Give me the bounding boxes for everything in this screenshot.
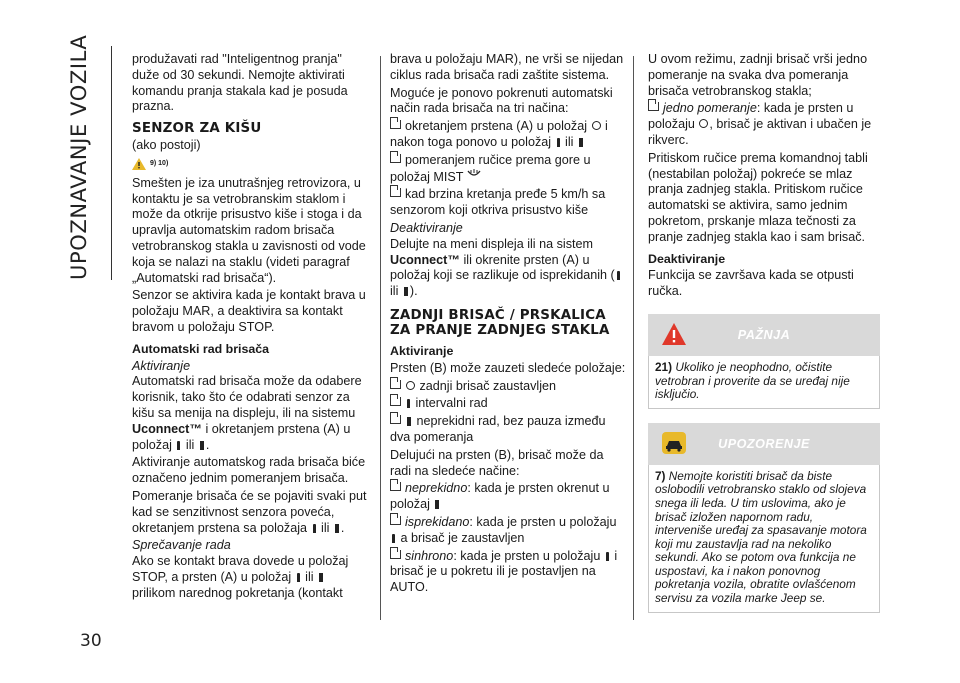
intermittent-position-icon [177, 441, 180, 450]
intermittent-position-icon [407, 399, 410, 408]
mode-intermittent: isprekidano: kada je prsten u položaju a brisač je zaustavljen [390, 515, 626, 547]
caution-label: UPOZORENJE [718, 436, 810, 451]
ring-position-off: zadnji brisač zaustavljen [390, 379, 626, 395]
column-1 [132, 52, 368, 604]
continuous-position-icon [407, 417, 411, 426]
continuous-position-icon [404, 287, 408, 296]
restart-paragraph: Moguće je ponovo pokrenuti automatski način rada brisača na tri načina: [390, 85, 613, 116]
continuous-position-icon [200, 441, 204, 450]
section-divider [111, 46, 112, 280]
continuous-position-icon [319, 573, 323, 582]
deactivation-paragraph: Delujte na meni displeja ili na sistem Uconnect™ ili okrenite prsten (A) u položaj koji se razlikuje od isprekidanih ( ili ). [390, 237, 626, 300]
bullet-icon [390, 516, 401, 525]
warning-label: PAŽNJA [737, 327, 791, 342]
column-3 [648, 52, 880, 613]
deactivation-subheading: Deaktiviranje [390, 220, 463, 235]
sensitivity-paragraph: Pomeranje brisača će se pojaviti svaki put kad se senzitivnost senzora poveća, okretanjem prstena sa položaja ili . [132, 488, 367, 535]
intermittent-position-icon [617, 271, 620, 280]
bullet-icon [390, 154, 401, 163]
rear-mode-paragraph: U ovom režimu, zadnji brisač vrši jedno pomeranje na svaka dva pomeranja brisača vetrobranskog stakla; [648, 52, 868, 98]
warning-body: 21) Ukoliko je neophodno, očistite vetrobran i proverite da se uređaj nije isključio. [648, 356, 880, 409]
off-position-icon [699, 119, 708, 128]
column-2 [390, 52, 626, 598]
column-divider-1 [380, 56, 381, 620]
rear-wiper-heading: ZADNJI BRISAČ / PRSKALICA ZA PRANJE ZADNJEG STAKLA [390, 307, 610, 338]
prevention-paragraph: Ako se kontakt brava dovede u položaj STOP, a prsten (A) u položaj ili prilikom narednog pokretanja (kontakt [132, 554, 349, 600]
off-position-icon [592, 121, 601, 130]
caution-box [648, 423, 880, 613]
bullet-icon [390, 550, 401, 559]
intermittent-position-icon [313, 524, 316, 533]
rain-sensor-availability: (ako postoji) [132, 138, 201, 153]
caution-triangle-icon [132, 158, 146, 170]
ring-position-continuous: neprekidni rad, bez pauza između dva pomeranja [390, 414, 606, 444]
bullet-icon [648, 102, 659, 111]
continued-paragraph: brava u položaju MAR), ne vrši se nijedan ciklus rada brisača radi zaštite sistema. [390, 52, 624, 82]
bullet-icon [390, 482, 401, 491]
mode-continuous: neprekidno: kada je prsten okrenut u položaj [390, 481, 610, 512]
activation-subheading: Aktiviranje [132, 358, 191, 373]
restart-method-1: okretanjem prstena (A) u položaj i nakon toga ponovo u položaj ili [390, 119, 608, 149]
intermittent-position-icon [392, 534, 395, 543]
ring-modes-intro: Delujući na prsten (B), brisač može da radi na sledeće načine: [390, 447, 604, 478]
warning-box [648, 314, 880, 409]
mode-synchronous: sinhrono: kada je prsten u položaju i brisač je u pokretu ili je postavljen na AUTO. [390, 548, 618, 595]
bullet-icon [390, 397, 401, 406]
rain-sensor-refs: 9) 10) [132, 156, 368, 174]
rain-sensor-activation: Senzor se aktivira kada je kontakt brava u položaju MAR, a deaktivira sa kontakt bravom u položaju STOP. [132, 288, 366, 334]
intro-paragraph: produžavati rad "Inteligentnog pranja" duže od 30 sekundi. Nemojte aktivirati komandu pranja stakala kad je posuda prazna. [132, 52, 348, 114]
warning-header [648, 314, 880, 356]
page-number: 30 [80, 631, 102, 651]
bullet-icon [390, 415, 401, 424]
ring-position-intermittent: intervalni rad [390, 396, 626, 412]
ring-intro: Prsten (B) može zauzeti sledeće položaje: [390, 360, 626, 375]
mist-icon [467, 169, 481, 179]
intermittent-position-icon [557, 138, 560, 147]
rear-deactivation-heading: Deaktiviranje [648, 251, 726, 266]
continuous-position-icon [335, 524, 339, 533]
bullet-icon [390, 120, 401, 129]
rain-sensor-heading: SENZOR ZA KIŠU [132, 121, 262, 137]
activation-indicator-paragraph: Aktiviranje automatskog rada brisača biće označeno jednim pomeranjem brisača. [132, 455, 366, 486]
caution-body: 7) Nemojte koristiti brisač da biste oslobodili vetrobransko staklo od slojeva snega ili leda. U tim uslovima, ako je brisač izložen napornom radu, interveniše uređaj za spasavanje motora koji mu zaustavlja rad na nekoliko sekundi. Ako se potom ova funkcija ne uspostavi, ka i nakon ponovnog pokretanja vozila, obratite ovlašćenom servisu za vozila marke Jeep se. [648, 465, 880, 613]
single-sweep-item: jedno pomeranje: kada je prsten u položaju , brisač je aktivan i ubačen je rikverc. [648, 101, 872, 147]
restart-method-3: kad brzina kretanja pređe 5 km/h sa senzorom koji otkriva prisustvo kiše [390, 187, 606, 218]
washer-paragraph: Pritiskom ručice prema komandnoj tabli (nestabilan položaj) pokreće se mlaz pranja zadnjeg stakla. Pritiskom ručice automatski se aktivira, samo jednim pokretom, prskanje mlaza tečnosti za pranje zadnjeg stakla kao i sam brisač. [648, 150, 868, 244]
prevention-subheading: Sprečavanje rada [132, 538, 231, 553]
rear-activation-heading: Aktiviranje [390, 343, 454, 358]
bullet-icon [390, 188, 401, 197]
rear-deactivation-text: Funkcija se završava kada se otpusti ručka. [648, 268, 854, 299]
intermittent-position-icon [297, 573, 300, 582]
activation-paragraph: Automatski rad brisača može da odabere korisnik, tako što će odabrati senzor za kišu sa menija na displeju, ili na sistemu Uconnect™ i okretanjem prstena (A) u položaj ili . [132, 374, 362, 452]
column-divider-2 [633, 56, 634, 620]
section-title-vertical: UPOZNAVANJE VOZILA [67, 34, 91, 280]
continuous-position-icon [435, 500, 439, 509]
caution-header [648, 423, 880, 465]
auto-wiper-heading: Automatski rad brisača [132, 341, 270, 356]
rain-sensor-description: Smešten je iza unutrašnjeg retrovizora, u kontaktu je sa vetrobranskim staklom i može da otkrije prisustvo kiše i stoga i da upravlja automatskim radom brisača vetrobranskog stakla u zavisnosti od vode koja se nalazi na staklu (videti paragraf „Automatski rad brisača“). [132, 175, 366, 285]
continuous-position-icon [579, 138, 583, 147]
restart-method-2: pomeranjem ručice prema gore u položaj MIST [390, 152, 591, 184]
off-position-icon [406, 381, 415, 390]
bullet-icon [390, 380, 401, 389]
intermittent-position-icon [606, 552, 609, 561]
